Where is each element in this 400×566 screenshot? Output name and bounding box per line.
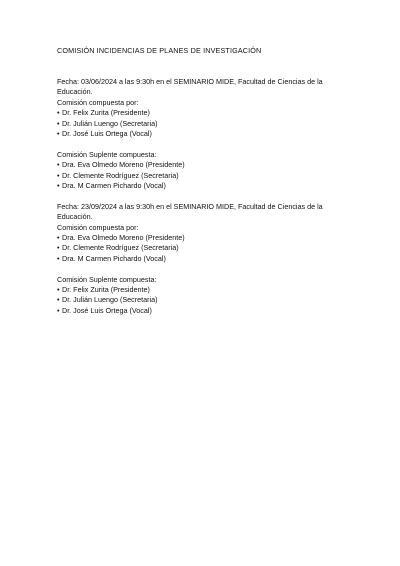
member-item bbox=[57, 285, 347, 295]
bullet-icon: • bbox=[57, 233, 60, 243]
commission-label: Comisión compuesta por: bbox=[57, 97, 139, 107]
bullet-icon: • bbox=[57, 305, 60, 315]
bullet-icon: • bbox=[57, 243, 60, 253]
session-block bbox=[57, 202, 347, 316]
member-item bbox=[57, 254, 347, 264]
bullet-icon: • bbox=[57, 181, 60, 191]
member-item bbox=[57, 306, 347, 316]
member-name: Dra. M Carmen Pichardo (Vocal) bbox=[62, 181, 166, 191]
member-name: Dra. M Carmen Pichardo (Vocal) bbox=[62, 253, 166, 263]
member-item bbox=[57, 295, 347, 305]
member-name: Dr. Clemente Rodríguez (Secretaria) bbox=[62, 170, 179, 180]
bullet-icon: • bbox=[57, 253, 60, 263]
member-name: Dr. Julián Luengo (Secretaria) bbox=[62, 118, 158, 128]
substitute-members-list bbox=[57, 285, 347, 316]
member-name: Dr. José Luis Ortega (Vocal) bbox=[62, 305, 152, 315]
member-name: Dr. Felix Zurita (Presidente) bbox=[62, 285, 150, 295]
bullet-icon: • bbox=[57, 285, 60, 295]
member-item bbox=[57, 171, 347, 181]
document-body bbox=[57, 77, 347, 316]
spacer bbox=[57, 139, 347, 149]
member-name: Dra. Eva Olmedo Moreno (Presidente) bbox=[62, 233, 185, 243]
session-block bbox=[57, 77, 347, 191]
member-item bbox=[57, 243, 347, 253]
bullet-icon: • bbox=[57, 129, 60, 139]
member-name: Dra. Eva Olmedo Moreno (Presidente) bbox=[62, 160, 185, 170]
substitute-commission-label: Comisión Suplente compuesta: bbox=[57, 149, 157, 159]
bullet-icon: • bbox=[57, 170, 60, 180]
spacer bbox=[57, 264, 347, 274]
member-item bbox=[57, 233, 347, 243]
member-name: Dr. Clemente Rodríguez (Secretaria) bbox=[62, 243, 179, 253]
commission-label: Comisión compuesta por: bbox=[57, 222, 139, 232]
member-name: Dr. Julián Luengo (Secretaria) bbox=[62, 295, 158, 305]
member-name: Dr. José Luis Ortega (Vocal) bbox=[62, 129, 152, 139]
substitute-commission-label: Comisión Suplente compuesta: bbox=[57, 274, 157, 284]
document-title: COMISIÓN INCIDENCIAS DE PLANES DE INVESTIGACIÓN bbox=[57, 46, 262, 55]
commission-members-list bbox=[57, 233, 347, 264]
bullet-icon: • bbox=[57, 108, 60, 118]
bullet-icon: • bbox=[57, 295, 60, 305]
member-name: Dr. Felix Zurita (Presidente) bbox=[62, 108, 150, 118]
bullet-icon: • bbox=[57, 160, 60, 170]
member-item bbox=[57, 119, 347, 129]
session-date-heading: Fecha: 03/06/2024 a las 9:30h en el SEMINARIO MIDE, Facultad de Ciencias de la Educación. bbox=[57, 77, 323, 97]
commission-members-list bbox=[57, 108, 347, 139]
substitute-members-list bbox=[57, 160, 347, 191]
session-date-heading: Fecha: 23/09/2024 a las 9:30h en el SEMINARIO MIDE, Facultad de Ciencias de la Educación. bbox=[57, 201, 323, 222]
member-item bbox=[57, 108, 347, 118]
member-item bbox=[57, 181, 347, 191]
member-item bbox=[57, 129, 347, 139]
bullet-icon: • bbox=[57, 118, 60, 128]
member-item bbox=[57, 160, 347, 170]
